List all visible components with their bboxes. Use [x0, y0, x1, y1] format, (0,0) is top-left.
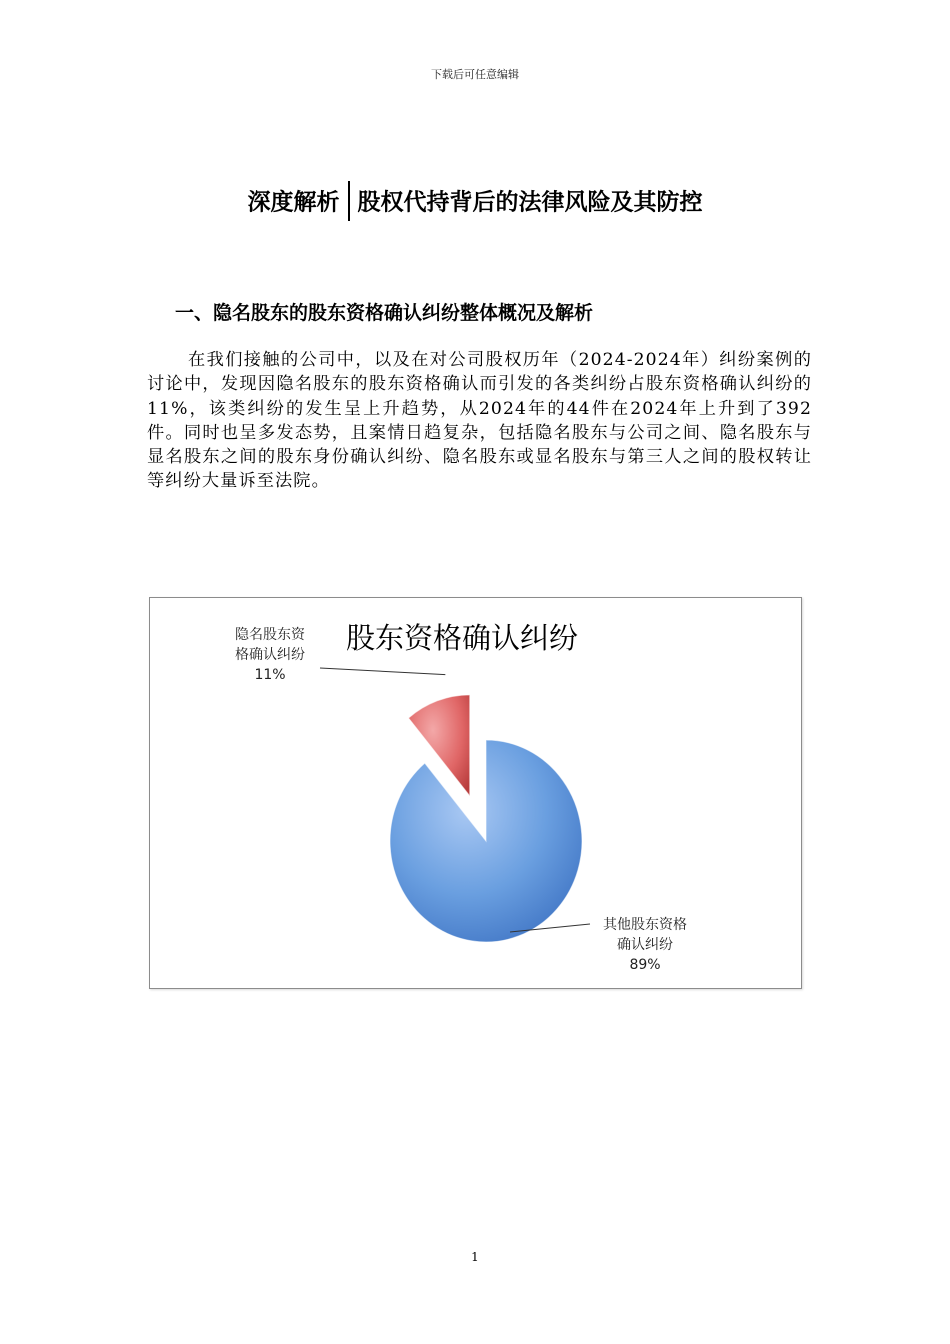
- header-note: 下载后可任意编辑: [431, 68, 519, 81]
- document-title: [0, 183, 950, 223]
- title-left: 深度解析: [247, 189, 340, 216]
- slice-label-hidden-line2: 格确认纠纷: [235, 647, 305, 663]
- leader-line-hidden-shareholder: [320, 668, 445, 675]
- pie-slice-other-shareholder: [390, 740, 582, 942]
- slice-value-other: 89%: [629, 957, 661, 973]
- slice-label-hidden-shareholder: [220, 625, 320, 685]
- slice-value-hidden: 11%: [254, 667, 286, 683]
- pie-chart: [149, 597, 802, 989]
- title-separator: [348, 181, 350, 221]
- page-number: 1: [471, 1250, 479, 1264]
- body-paragraph: 在我们接触的公司中，以及在对公司股权历年（2024-2024年）纠纷案例的讨论中，发现因隐名股东的股东资格确认而引发的各类纠纷占股东资格确认纠纷的11%，该类纠纷的发生呈上升趋势，从2024年的44件在2024年上升到了392件。同时也呈多发态势，且案情日趋复杂，包括隐名股东与公司之间、隐名股东与显名股东之间的股东身份确认纠纷、隐名股东或显名股东与第三人之间的股权转让等纠纷大量诉至法院。: [147, 350, 812, 492]
- slice-label-hidden-line1: 隐名股东资: [235, 627, 305, 643]
- chart-title: 股东资格确认纠纷: [346, 621, 579, 655]
- slice-label-other-shareholder: [590, 915, 700, 975]
- section-heading: 一、隐名股东的股东资格确认纠纷整体概况及解析: [175, 302, 594, 324]
- slice-label-other-line1: 其他股东资格: [603, 917, 687, 933]
- title-right: 股权代持背后的法律风险及其防控: [357, 189, 703, 216]
- slice-label-other-line2: 确认纠纷: [617, 937, 673, 953]
- pie-slices: [390, 695, 582, 942]
